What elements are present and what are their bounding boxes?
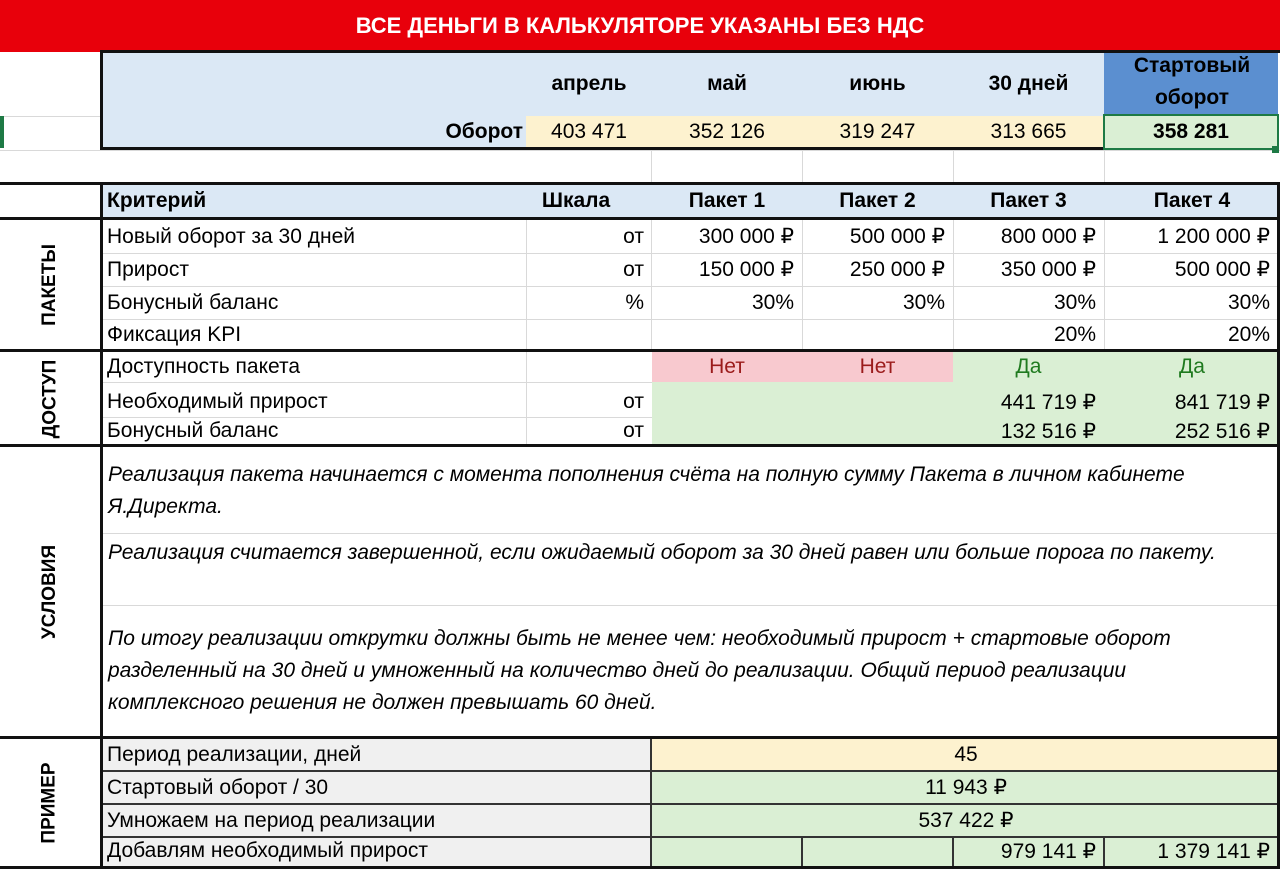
turnover-30days: 313 665 <box>990 120 1067 143</box>
availability-p3: Да <box>1015 355 1042 378</box>
p2-bonus: 30% <box>902 290 945 314</box>
required-growth-scale: от <box>623 390 644 413</box>
p2-new-turnover: 500 000 ₽ <box>849 225 945 248</box>
criterion-new-turnover: Новый оборот за 30 дней <box>107 224 355 248</box>
p2-growth: 250 000 ₽ <box>849 258 945 281</box>
header-criterion: Критерий <box>107 189 207 212</box>
p4-kpi: 20% <box>1227 322 1270 346</box>
p4-growth: 500 000 ₽ <box>1174 258 1270 281</box>
availability-p4: Да <box>1179 355 1205 378</box>
p3-growth: 350 000 ₽ <box>1000 258 1096 281</box>
required-growth-p4: 841 719 ₽ <box>1174 390 1270 414</box>
condition-3: По итогу реализации открутки должны быть не менее чем: необходимый прирост + стартовые оборот разделенный на 30 дней и умноженный на количество дней до реализации. Общий период реализации комплексного решения не должен превышать 60 дней. <box>108 627 1171 714</box>
example-add-p3: 979 141 ₽ <box>1000 839 1096 863</box>
criterion-bonus: Бонусный баланс <box>107 290 279 314</box>
p3-kpi: 20% <box>1053 322 1096 346</box>
section-packages: ПАКЕТЫ <box>38 244 60 326</box>
example-start-label: Стартовый оборот / 30 <box>107 775 329 799</box>
p4-new-turnover: 1 200 000 ₽ <box>1157 225 1270 248</box>
p4-bonus: 30% <box>1227 290 1270 314</box>
example-start-value: 11 943 ₽ <box>925 776 1007 799</box>
example-period-label: Период реализации, дней <box>107 743 362 766</box>
availability-label: Доступность пакета <box>107 355 301 378</box>
turnover-label: Оборот <box>445 120 523 143</box>
header-package-4: Пакет 4 <box>1153 189 1231 212</box>
header-package-1: Пакет 1 <box>688 189 766 212</box>
start-turnover-value[interactable]: 358 281 <box>1153 120 1229 143</box>
month-30days: 30 дней <box>988 72 1069 95</box>
p1-new-turnover: 300 000 ₽ <box>698 225 794 248</box>
scale-new-turnover: от <box>623 224 644 248</box>
banner-text: ВСЕ ДЕНЬГИ В КАЛЬКУЛЯТОРЕ УКАЗАНЫ БЕЗ НДС <box>355 13 925 38</box>
example-multiply-label: Умножаем на период реализации <box>107 808 436 832</box>
scale-bonus: % <box>625 290 644 314</box>
p3-new-turnover: 800 000 ₽ <box>1000 225 1096 248</box>
condition-2: Реализация считается завершенной, если ожидаемый оборот за 30 дней равен или больше порога по пакету. <box>108 541 1216 564</box>
selected-row-marker <box>0 116 4 148</box>
section-example: ПРИМЕР <box>38 761 60 844</box>
start-turnover-header: Стартовый оборот <box>1133 54 1251 109</box>
p3-bonus: 30% <box>1053 290 1096 314</box>
access-bonus-p4: 252 516 ₽ <box>1174 419 1270 443</box>
required-growth-p3: 441 719 ₽ <box>1000 390 1096 414</box>
p2-kpi <box>802 319 953 350</box>
p1-kpi <box>652 319 802 350</box>
example-period-value: 45 <box>954 743 978 766</box>
scale-growth: от <box>623 257 644 281</box>
turnover-april: 403 471 <box>551 120 627 143</box>
month-april: апрель <box>551 72 627 95</box>
header-scale: Шкала <box>541 189 611 212</box>
header-package-2: Пакет 2 <box>839 189 916 212</box>
availability-p1: Нет <box>709 355 745 378</box>
month-may: май <box>707 72 747 95</box>
criterion-growth: Прирост <box>107 257 189 281</box>
scale-kpi <box>526 319 652 350</box>
selected-cell-outline <box>1103 114 1279 150</box>
example-multiply-value: 537 422 ₽ <box>918 809 1014 832</box>
p1-bonus: 30% <box>751 290 794 314</box>
availability-p2: Нет <box>859 355 896 378</box>
required-growth-label: Необходимый прирост <box>107 390 328 413</box>
access-bonus-p3: 132 516 ₽ <box>1000 419 1096 443</box>
condition-1: Реализация пакета начинается с момента пополнения счёта на полную сумму Пакета в личном кабинете Я.Директа. <box>108 463 1185 518</box>
criterion-kpi: Фиксация KPI <box>107 322 242 346</box>
access-bonus-scale: от <box>623 419 644 442</box>
header-package-3: Пакет 3 <box>990 189 1067 212</box>
example-add-p4: 1 379 141 ₽ <box>1157 839 1270 863</box>
section-conditions: УСЛОВИЯ <box>39 544 60 639</box>
section-access: ДОСТУП <box>39 359 60 438</box>
banner <box>0 0 1280 52</box>
p1-growth: 150 000 ₽ <box>698 258 794 281</box>
access-bonus-label: Бонусный баланс <box>107 419 279 442</box>
turnover-june: 319 247 <box>839 120 916 143</box>
turnover-may: 352 126 <box>689 120 765 143</box>
example-add-label: Добавлям необходимый прирост <box>107 839 429 862</box>
month-june: июнь <box>849 72 906 95</box>
